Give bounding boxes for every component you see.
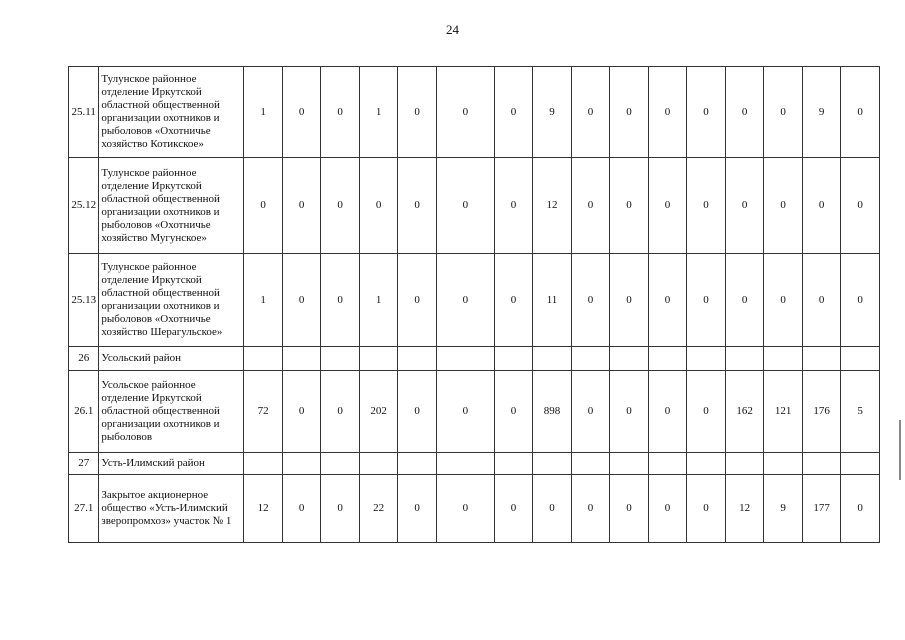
value-cell: 0 bbox=[610, 67, 649, 158]
value-cell bbox=[764, 347, 803, 371]
value-cell bbox=[359, 347, 398, 371]
value-cell: 0 bbox=[610, 254, 649, 347]
value-cell: 0 bbox=[687, 254, 726, 347]
value-cell: 1 bbox=[244, 67, 283, 158]
row-name: Усольское районное отделение Иркутской областной общественной организации охотников и рыболовов bbox=[99, 371, 244, 453]
value-cell: 0 bbox=[841, 475, 880, 543]
value-cell: 0 bbox=[436, 67, 494, 158]
value-cell: 0 bbox=[533, 475, 572, 543]
value-cell: 9 bbox=[802, 67, 841, 158]
value-cell bbox=[687, 347, 726, 371]
value-cell: 0 bbox=[436, 158, 494, 254]
value-cell: 0 bbox=[321, 158, 360, 254]
row-name: Тулунское районное отделение Иркутской областной общественной организации охотников и рыболовов «Охотничье хозяйство Мугунское» bbox=[99, 158, 244, 254]
value-cell: 0 bbox=[571, 371, 610, 453]
value-cell bbox=[321, 453, 360, 475]
value-cell: 0 bbox=[321, 475, 360, 543]
row-name: Тулунское районное отделение Иркутской областной общественной организации охотников и рыболовов «Охотничье хозяйство Котикское» bbox=[99, 67, 244, 158]
value-cell bbox=[802, 347, 841, 371]
value-cell: 0 bbox=[841, 158, 880, 254]
value-cell bbox=[398, 347, 437, 371]
value-cell: 0 bbox=[648, 67, 687, 158]
value-cell bbox=[725, 347, 764, 371]
value-cell: 0 bbox=[571, 67, 610, 158]
value-cell: 0 bbox=[571, 254, 610, 347]
value-cell: 0 bbox=[494, 475, 533, 543]
row-name: Усольский район bbox=[99, 347, 244, 371]
value-cell bbox=[398, 453, 437, 475]
value-cell: 9 bbox=[764, 475, 803, 543]
value-cell bbox=[725, 453, 764, 475]
value-cell: 0 bbox=[610, 371, 649, 453]
value-cell: 12 bbox=[244, 475, 283, 543]
value-cell: 0 bbox=[494, 158, 533, 254]
value-cell bbox=[687, 453, 726, 475]
value-cell: 0 bbox=[687, 475, 726, 543]
row-number: 26.1 bbox=[69, 371, 99, 453]
row-number: 27 bbox=[69, 453, 99, 475]
value-cell: 12 bbox=[533, 158, 572, 254]
value-cell bbox=[494, 453, 533, 475]
value-cell bbox=[494, 347, 533, 371]
value-cell: 0 bbox=[610, 475, 649, 543]
value-cell bbox=[610, 347, 649, 371]
value-cell bbox=[571, 453, 610, 475]
row-number: 25.11 bbox=[69, 67, 99, 158]
table-row bbox=[69, 158, 880, 254]
value-cell: 0 bbox=[436, 371, 494, 453]
row-name: Тулунское районное отделение Иркутской областной общественной организации охотников и рыболовов «Охотничье хозяйство Шерагульское» bbox=[99, 254, 244, 347]
value-cell: 9 bbox=[533, 67, 572, 158]
value-cell: 0 bbox=[321, 67, 360, 158]
value-cell bbox=[359, 453, 398, 475]
value-cell: 1 bbox=[359, 254, 398, 347]
value-cell bbox=[244, 347, 283, 371]
row-number: 25.12 bbox=[69, 158, 99, 254]
value-cell bbox=[244, 453, 283, 475]
value-cell: 0 bbox=[436, 475, 494, 543]
value-cell: 0 bbox=[282, 254, 321, 347]
value-cell: 0 bbox=[764, 67, 803, 158]
value-cell: 202 bbox=[359, 371, 398, 453]
value-cell bbox=[648, 347, 687, 371]
value-cell: 0 bbox=[244, 158, 283, 254]
value-cell: 0 bbox=[841, 67, 880, 158]
table-row bbox=[69, 67, 880, 158]
value-cell: 5 bbox=[841, 371, 880, 453]
table-row bbox=[69, 453, 880, 475]
value-cell: 0 bbox=[648, 371, 687, 453]
value-cell bbox=[571, 347, 610, 371]
row-number: 25.13 bbox=[69, 254, 99, 347]
value-cell: 0 bbox=[764, 254, 803, 347]
table-row bbox=[69, 475, 880, 543]
value-cell: 0 bbox=[725, 254, 764, 347]
row-name: Закрытое акционерное общество «Усть-Илимский зверопромхоз» участок № 1 bbox=[99, 475, 244, 543]
value-cell bbox=[610, 453, 649, 475]
value-cell: 0 bbox=[802, 158, 841, 254]
value-cell: 0 bbox=[398, 371, 437, 453]
scan-edge-mark bbox=[899, 420, 901, 480]
value-cell: 0 bbox=[610, 158, 649, 254]
value-cell: 177 bbox=[802, 475, 841, 543]
value-cell bbox=[436, 347, 494, 371]
value-cell: 0 bbox=[398, 475, 437, 543]
value-cell: 0 bbox=[494, 254, 533, 347]
value-cell: 12 bbox=[725, 475, 764, 543]
value-cell: 0 bbox=[282, 371, 321, 453]
value-cell bbox=[533, 347, 572, 371]
value-cell: 72 bbox=[244, 371, 283, 453]
value-cell: 0 bbox=[802, 254, 841, 347]
value-cell bbox=[764, 453, 803, 475]
row-number: 27.1 bbox=[69, 475, 99, 543]
value-cell: 121 bbox=[764, 371, 803, 453]
value-cell: 162 bbox=[725, 371, 764, 453]
value-cell: 0 bbox=[648, 254, 687, 347]
value-cell: 0 bbox=[725, 158, 764, 254]
table-body bbox=[69, 67, 880, 543]
value-cell: 22 bbox=[359, 475, 398, 543]
table-row bbox=[69, 371, 880, 453]
value-cell bbox=[533, 453, 572, 475]
value-cell: 0 bbox=[321, 254, 360, 347]
row-name: Усть-Илимский район bbox=[99, 453, 244, 475]
value-cell: 0 bbox=[282, 158, 321, 254]
value-cell: 0 bbox=[687, 67, 726, 158]
row-number: 26 bbox=[69, 347, 99, 371]
value-cell: 176 bbox=[802, 371, 841, 453]
value-cell bbox=[282, 347, 321, 371]
value-cell: 898 bbox=[533, 371, 572, 453]
value-cell: 11 bbox=[533, 254, 572, 347]
value-cell: 0 bbox=[841, 254, 880, 347]
value-cell bbox=[841, 453, 880, 475]
value-cell: 0 bbox=[725, 67, 764, 158]
value-cell: 0 bbox=[571, 475, 610, 543]
value-cell: 0 bbox=[436, 254, 494, 347]
value-cell: 0 bbox=[398, 254, 437, 347]
value-cell: 0 bbox=[359, 158, 398, 254]
value-cell bbox=[841, 347, 880, 371]
table-row bbox=[69, 254, 880, 347]
value-cell bbox=[282, 453, 321, 475]
page-number: 24 bbox=[446, 22, 459, 37]
value-cell: 0 bbox=[494, 67, 533, 158]
value-cell: 0 bbox=[648, 475, 687, 543]
value-cell bbox=[648, 453, 687, 475]
value-cell bbox=[802, 453, 841, 475]
value-cell: 0 bbox=[398, 158, 437, 254]
value-cell: 0 bbox=[282, 67, 321, 158]
value-cell: 0 bbox=[494, 371, 533, 453]
value-cell bbox=[436, 453, 494, 475]
data-table bbox=[68, 66, 880, 543]
value-cell: 0 bbox=[282, 475, 321, 543]
value-cell: 0 bbox=[687, 158, 726, 254]
table-row bbox=[69, 347, 880, 371]
value-cell: 0 bbox=[571, 158, 610, 254]
value-cell: 0 bbox=[648, 158, 687, 254]
value-cell: 0 bbox=[398, 67, 437, 158]
value-cell bbox=[321, 347, 360, 371]
value-cell: 1 bbox=[244, 254, 283, 347]
value-cell: 1 bbox=[359, 67, 398, 158]
value-cell: 0 bbox=[687, 371, 726, 453]
value-cell: 0 bbox=[321, 371, 360, 453]
value-cell: 0 bbox=[764, 158, 803, 254]
